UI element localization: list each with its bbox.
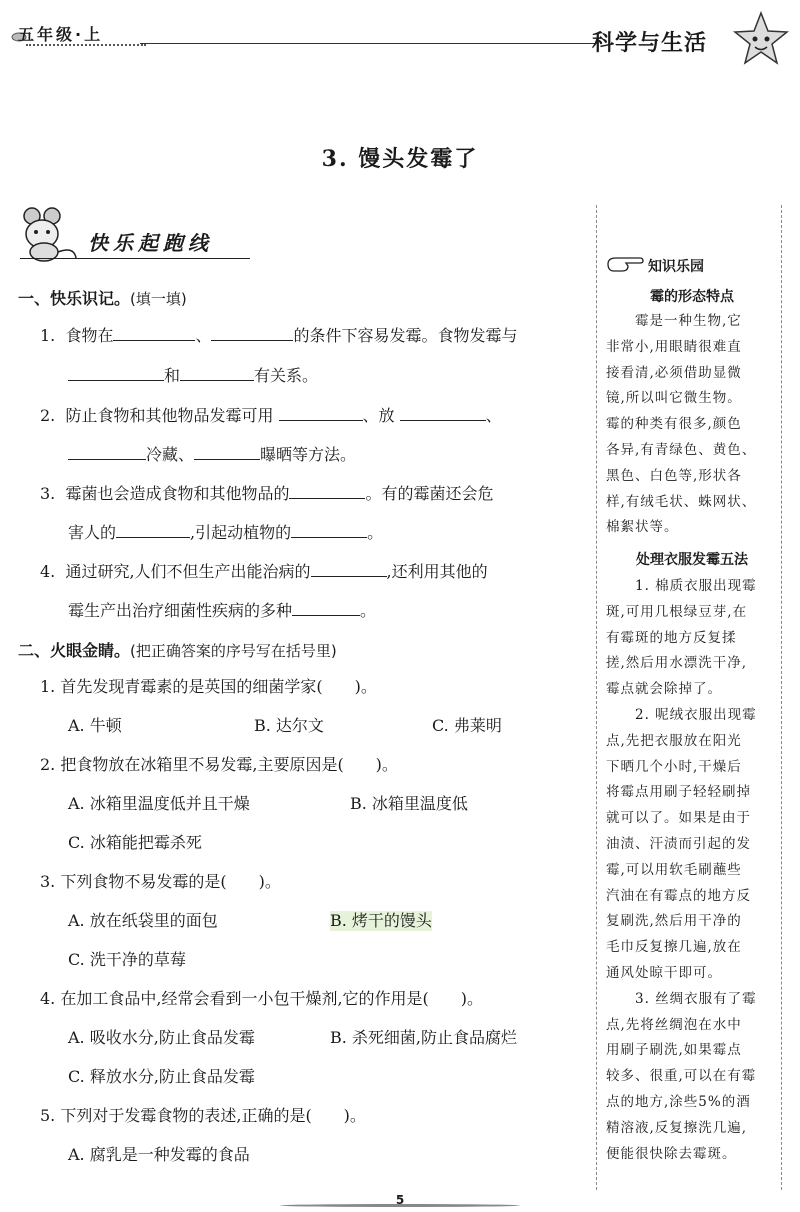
answer-blank[interactable] bbox=[113, 324, 195, 341]
option-a[interactable]: A. 腐乳是一种发霉的食品 bbox=[68, 1145, 250, 1164]
option-a[interactable]: A. 冰箱里温度低并且干燥 bbox=[68, 794, 250, 813]
sidebar-paragraph-1: 霉是一种生物,它 非常小,用眼睛很难直 接看清,必须借助显微 镜,所以叫它微生物。 霉的种类有很多,颜色 各异,有青绿色、黄色、 黑色、白色等,形状各 样,有绒毛状、蛛网状、 棉絮状等。 bbox=[606, 313, 757, 536]
option-b[interactable]: B. 烤干的馒头 bbox=[330, 911, 432, 930]
choice-question-2: 2. 把食物放在冰箱里不易发霉,主要原因是( )。 bbox=[40, 755, 398, 774]
sidebar-subheading-1: 霉的形态特点 bbox=[650, 289, 734, 305]
section-banner: 快乐起跑线 bbox=[88, 231, 213, 255]
answer-blank[interactable] bbox=[400, 404, 486, 421]
mouse-mascot-icon bbox=[14, 206, 82, 264]
option-a[interactable]: A. 吸收水分,防止食品发霉 bbox=[68, 1028, 255, 1047]
answer-blank[interactable] bbox=[292, 599, 360, 616]
page-title: 3. 馒头发霉了 bbox=[321, 146, 479, 172]
star-mascot-icon bbox=[732, 10, 790, 68]
section-2-heading: 二、火眼金睛。(把正确答案的序号写在括号里) bbox=[18, 641, 337, 660]
answer-blank[interactable] bbox=[194, 443, 260, 460]
banner-underline bbox=[20, 258, 250, 259]
section-1-heading: 一、快乐识记。(填一填) bbox=[18, 289, 187, 308]
answer-blank[interactable] bbox=[68, 443, 146, 460]
choice-question-1: 1. 首先发现青霉素的是英国的细菌学家( )。 bbox=[40, 677, 377, 696]
sidebar-divider bbox=[596, 205, 597, 1190]
pointing-hand-icon bbox=[606, 254, 644, 274]
answer-blank[interactable] bbox=[291, 521, 367, 538]
grade-label: 五年级·上 bbox=[18, 25, 104, 44]
option-c[interactable]: C. 冰箱能把霉杀死 bbox=[68, 833, 202, 852]
option-c[interactable]: C. 弗莱明 bbox=[432, 716, 502, 735]
option-b[interactable]: B. 达尔文 bbox=[254, 716, 324, 735]
sidebar-paragraph-2: 1. 棉质衣服出现霉 斑,可用几根绿豆芽,在 有霉斑的地方反复揉 搓,然后用水漂洗干净, 霉点就会除掉了。 2. 呢绒衣服出现霉 点,先把衣服放在阳光 下晒几个小时,干燥后 将霉点用刷子轻轻刷掉 就可以了。如果是由于 油渍、汗渍而引起的发 霉,可以用软毛刷蘸些 汽油在有霉点的地方反 复刷洗,然后用干净的 毛巾反复擦几遍,放在 通风处晾干即可。 3. 丝绸衣服有了霉 点,先将丝绸泡在水中 用刷子刷洗,如果霉点 较多、很重,可以在有霉 点的地方,涂些5%的酒 精溶液,反复擦洗几遍, 便能很快除去霉斑。 bbox=[606, 578, 757, 1162]
choice-question-5: 5. 下列对于发霉食物的表述,正确的是( )。 bbox=[40, 1106, 366, 1125]
answer-blank[interactable] bbox=[68, 364, 164, 381]
book-title: 科学与生活 bbox=[592, 31, 708, 56]
header-dotted-rule bbox=[26, 44, 146, 46]
fill-question-3-cont: 害人的 ,引起动植物的 。 bbox=[68, 523, 384, 542]
header-rule bbox=[140, 43, 595, 44]
option-c[interactable]: C. 释放水分,防止食品发霉 bbox=[68, 1067, 255, 1086]
fill-question-3: 3. 霉菌也会造成食物和其他物品的 。有的霉菌还会危 bbox=[40, 484, 494, 503]
fill-question-1: 1. 食物在 、 的条件下容易发霉。食物发霉与 bbox=[40, 326, 518, 345]
answer-blank[interactable] bbox=[116, 521, 190, 538]
choice-question-4: 4. 在加工食品中,经常会看到一小包干燥剂,它的作用是( )。 bbox=[40, 989, 484, 1008]
fill-question-2: 2. 防止食物和其他物品发霉可用 、放 、 bbox=[40, 406, 502, 425]
answer-blank[interactable] bbox=[289, 482, 365, 499]
option-b[interactable]: B. 杀死细菌,防止食品腐烂 bbox=[330, 1028, 518, 1047]
fill-question-4: 4. 通过研究,人们不但生产出能治病的 ,还利用其他的 bbox=[40, 562, 488, 581]
fill-question-2-cont: 冷藏、 曝晒等方法。 bbox=[68, 443, 356, 465]
fill-question-4-cont: 霉生产出治疗细菌性疾病的多种 。 bbox=[68, 601, 377, 620]
answer-blank[interactable] bbox=[311, 560, 387, 577]
page-number: 5 bbox=[395, 1193, 405, 1207]
option-b[interactable]: B. 冰箱里温度低 bbox=[350, 794, 468, 813]
choice-question-3: 3. 下列食物不易发霉的是( )。 bbox=[40, 872, 281, 891]
option-c[interactable]: C. 洗干净的草莓 bbox=[68, 950, 186, 969]
sidebar-subheading-2: 处理衣服发霉五法 bbox=[636, 552, 748, 568]
sidebar-heading: 知识乐园 bbox=[648, 259, 704, 275]
answer-blank[interactable] bbox=[279, 404, 363, 421]
option-a[interactable]: A. 牛顿 bbox=[68, 716, 122, 735]
answer-blank[interactable] bbox=[211, 324, 293, 341]
answer-blank[interactable] bbox=[180, 364, 254, 381]
option-a[interactable]: A. 放在纸袋里的面包 bbox=[68, 911, 218, 930]
fill-question-1-cont: 和 有关系。 bbox=[68, 364, 318, 386]
